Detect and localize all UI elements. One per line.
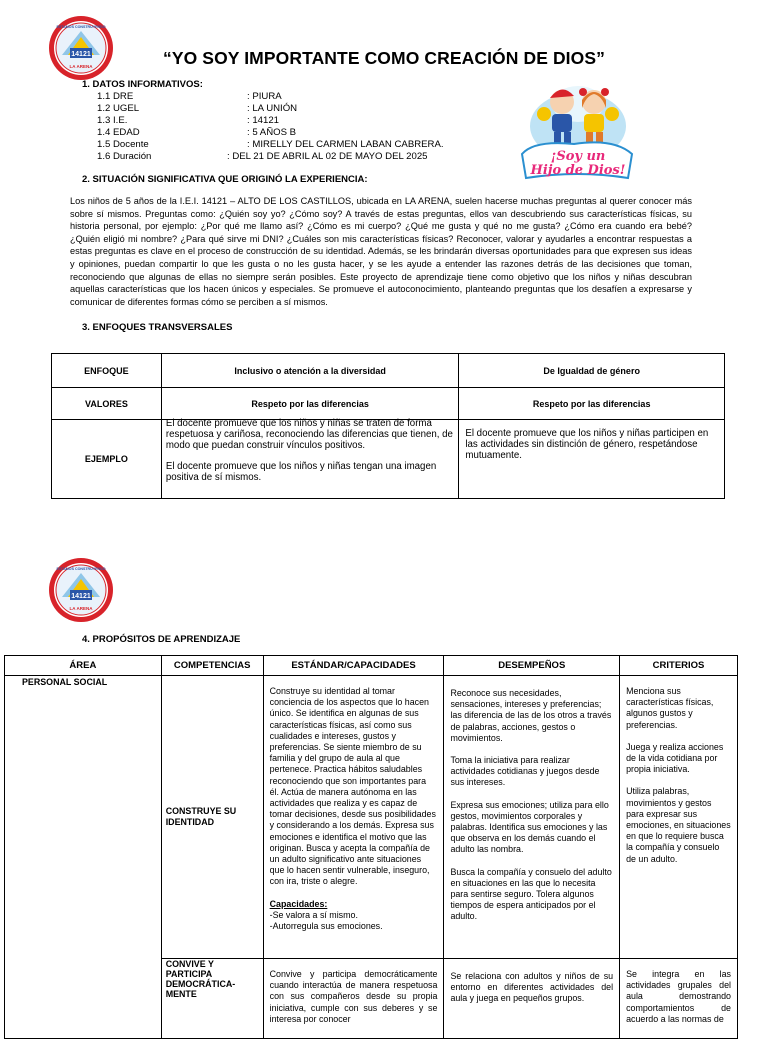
school-logo — [48, 557, 114, 623]
logo-number: 14121 — [71, 51, 91, 58]
table-header-row — [5, 656, 738, 676]
estandar-2: Convive y participa democráticamente cuando interactúa de manera respetuosa con sus compañeros desde su propia iniciativa, cumple con sus deberes y se interesa por conocer — [263, 959, 444, 1039]
col-competencias: COMPETENCIAS — [161, 656, 263, 676]
capacidad-1: -Se valora a sí mismo. — [269, 909, 358, 920]
col-desempenos: DESEMPEÑOS — [444, 656, 620, 676]
table-row — [5, 676, 738, 959]
col-estandar: ESTÁNDAR/CAPACIDADES — [263, 656, 444, 676]
table-row — [52, 388, 725, 420]
criterio-2-1: Se integra en las actividades grupales del aula demostrando comportamientos de acuerdo a las normas de — [620, 959, 738, 1039]
desempeno-2: Toma la iniciativa para realizar actividades cotidianas y juegos desde sus intereses. — [450, 755, 600, 788]
ejemplo-label: EJEMPLO — [52, 420, 162, 499]
sticker-line2: Hijo de Dios! — [530, 163, 626, 178]
logo-motto: ESTAMOS CONSTRUYENDO — [56, 567, 106, 571]
valores-a: Respeto por las diferencias — [161, 388, 459, 420]
datos-heading: 1. DATOS INFORMATIVOS: — [82, 79, 203, 90]
enfoque-b: De Igualdad de género — [459, 354, 725, 388]
criterio-3: Utiliza palabras, movimientos y gestos para expresar sus emociones, en situaciones en que lo requiere busca la compañía y consuelo de un adulto. — [626, 786, 731, 864]
criterio-1: Menciona sus características físicas, algunos gustos y preferencias. — [626, 686, 714, 730]
logo-place: LA ARENA — [69, 606, 93, 611]
table-row — [52, 420, 725, 499]
enfoques-heading: 3. ENFOQUES TRANSVERSALES — [82, 322, 233, 333]
col-criterios: CRITERIOS — [620, 656, 738, 676]
table-row — [52, 354, 725, 388]
desempeno-4: Busca la compañía y consuelo del adulto en situaciones en las que lo necesita para sentirse seguro. Tolera algunos tiempos de espera anticipados por el adulto. — [450, 866, 612, 922]
col-area: ÁREA — [5, 656, 162, 676]
competencia-1: CONSTRUYE SU IDENTIDAD — [161, 676, 263, 959]
criterio-2: Juega y realiza acciones de la vida cotidiana por propia iniciativa. — [626, 741, 724, 775]
enfoque-a: Inclusivo o atención a la diversidad — [161, 354, 459, 388]
situacion-heading: 2. SITUACIÓN SIGNIFICATIVA QUE ORIGINÓ LA EXPERIENCIA: — [82, 174, 368, 185]
logo-motto: ESTAMOS CONSTRUYENDO — [56, 25, 106, 29]
kids-illustration — [514, 74, 640, 184]
competencia-2: CONVIVE Y PARTICIPA DEMOCRÁTICA-MENTE — [161, 959, 263, 1039]
document-title: “YO SOY IMPORTANTE COMO CREACIÓN DE DIOS” — [163, 48, 605, 68]
capacidades-title: Capacidades: — [269, 898, 328, 909]
valores-b: Respeto por las diferencias — [459, 388, 725, 420]
estandar-1: Construye su identidad al tomar conciencia de los aspectos que lo hacen único. Se identifica en algunas de sus características físicas, así como sus cualidades e intereses, gustos y preferencias. Se siente miembro de su familia y del grupo de aula al que pertenece. Practica hábitos saludables reconociendo que son importantes para él. Actúa de manera autónoma en las actividades que realiza y es capaz de tomar decisiones, desde sus posibilidades y considerando a los demás. Expresa sus emociones e identifica el motivo que las originan. Busca y acepta la compañía de un adulto significativo ante situaciones que lo hacen sentir vulnerable, inseguro, con ira, triste o alegre. — [269, 686, 436, 887]
ejemplo-a2: El docente promueve que los niños y niñas tengan una imagen positiva de sí mismos. — [165, 461, 437, 483]
desempeno-3: Expresa sus emociones; utiliza para ello gestos, movimientos corporales y palabras. Identifica sus emociones y las que observa en los demás cuando el adulto las nombra. — [450, 799, 609, 855]
propositos-heading: 4. PROPÓSITOS DE APRENDIZAJE — [82, 634, 241, 645]
propositos-table — [4, 655, 738, 1039]
valores-label: VALORES — [52, 388, 162, 420]
enfoques-table — [51, 353, 725, 499]
logo-place: LA ARENA — [69, 64, 93, 69]
logo-number: 14121 — [71, 593, 91, 600]
sticker-line1: ¡Soy un — [550, 149, 606, 164]
desempeno-2-1: Se relaciona con adultos y niños de su entorno en diferentes actividades del aula y juega en pequeños grupos. — [444, 959, 620, 1039]
capacidad-2: -Autorregula sus emociones. — [269, 921, 383, 932]
ejemplo-a1: El docente promueve que los niños y niñas se traten de forma respetuosa y cariñosa, reconociendo las diferencias que tienen, de modo que puedan construir vínculos positivos. — [165, 418, 453, 451]
area-cell: PERSONAL SOCIAL — [5, 676, 162, 1039]
situacion-text: Los niños de 5 años de la I.E.I. 14121 – ALTO DE LOS CASTILLOS, ubicada en LA ARENA, suelen hacerse muchas preguntas al querer conocer más sobre sí mismos. Preguntas como: ¿Quién soy yo? ¿Cómo soy? A través de estas preguntas, ellos van descubriendo sus características físicas, su historia personal, por ejemplo: ¿Por qué me llamo así? ¿Cómo es mi cuerpo? ¿Qué me gusta y qué no me gusta? ¿Cómo era cuando era bebé? ¿Quién eligió mi nombre? ¿Para qué sirve mi DNI? ¿Cuáles son mis características físicas? Reconocer, valorar y ayudarles a encontrar respuestas a estas preguntas es clave en el proceso de construcción de su identidad. Además, se les brindarán diversas oportunidades para que expresen sus ideas y opiniones, puedan compartir lo que les gusta o no les gusta hacer, y se les ayude a entender las razones detrás de las decisiones que toman, reconociendo que algunas de ellas no siempre serán posibles. Este proyecto de aprendizaje tiene como objetivo que los niños y niñas descubran aquellas características que los hacen únicos y especiales. Se promueve el autoconocimiento, planteando preguntas que los desafíen a expresarse y comunicar de diferentes formas cómo se perciben a sí mismos. — [70, 196, 692, 307]
desempeno-1: Reconoce sus necesidades, sensaciones, intereses y preferencias; las diferencia de las de los otros a través de palabras, acciones, gestos o movimientos. — [450, 688, 612, 743]
ejemplo-b: El docente promueve que los niños y niñas participen en las actividades sin distinción de género, respetándose mutuamente. — [465, 428, 709, 461]
enfoque-label: ENFOQUE — [52, 354, 162, 388]
